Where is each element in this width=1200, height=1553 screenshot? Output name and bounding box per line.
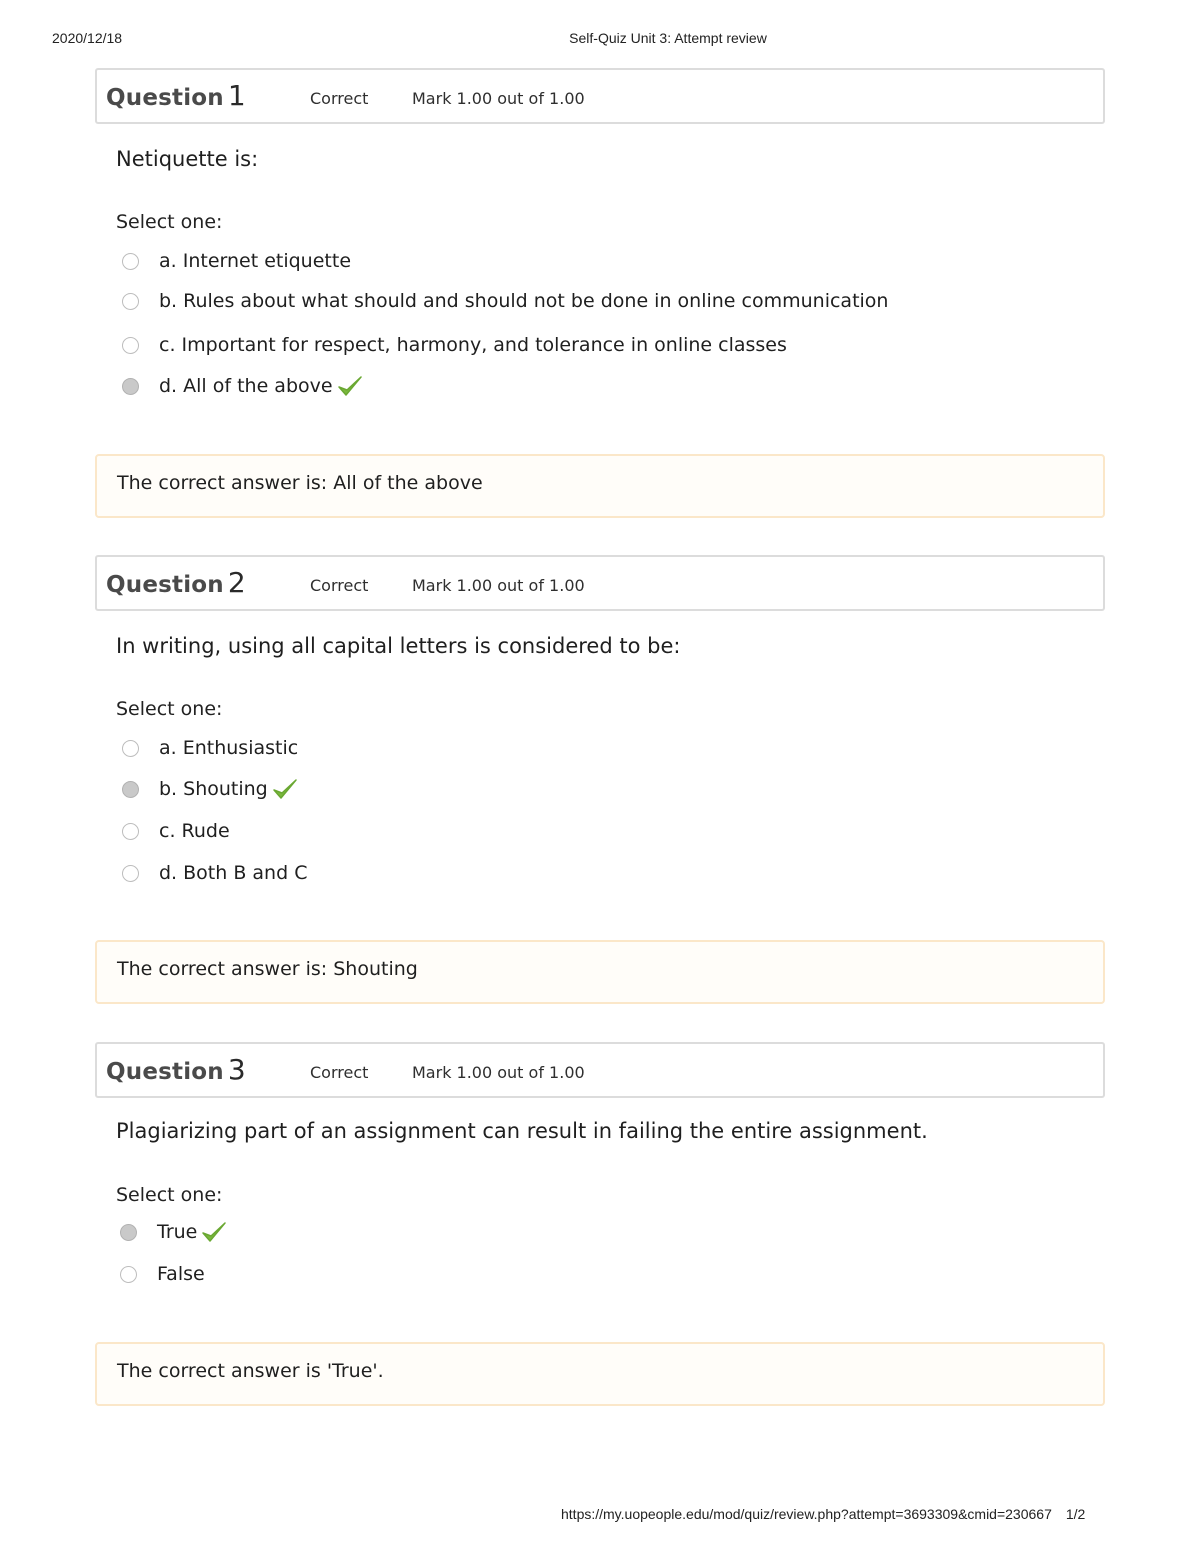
checkmark-icon [337, 373, 363, 399]
question-grade: Mark 1.00 out of 1.00 [412, 1063, 585, 1082]
question-state: Correct [310, 576, 369, 595]
radio-icon[interactable] [122, 865, 139, 882]
radio-icon[interactable] [122, 337, 139, 354]
option-2d[interactable] [122, 858, 307, 888]
select-one-prompt-3: Select one: [116, 1184, 223, 1206]
question-label: Question 1 [106, 79, 246, 112]
correct-answer-text: The correct answer is: All of the above [117, 472, 483, 494]
option-3-false[interactable] [120, 1259, 205, 1289]
option-1d[interactable] [122, 371, 363, 401]
question-label: Question 3 [106, 1053, 246, 1086]
question-number: 3 [227, 1053, 246, 1086]
option-label: b. Rules about what should and should not be done in online communication [159, 290, 889, 312]
print-title: Self-Quiz Unit 3: Attempt review [569, 30, 767, 46]
question-state: Correct [310, 89, 369, 108]
option-label: a. Internet etiquette [159, 250, 352, 272]
print-date: 2020/12/18 [52, 30, 123, 46]
print-footer [561, 1506, 1085, 1522]
question-state: Correct [310, 1063, 369, 1082]
question-info-2 [95, 555, 1105, 611]
question-number: 1 [227, 79, 246, 112]
question-grade: Mark 1.00 out of 1.00 [412, 576, 585, 595]
select-one-prompt-1: Select one: [116, 211, 223, 233]
option-label: d. Both B and C [159, 862, 308, 884]
question-info-3 [95, 1042, 1105, 1098]
radio-icon[interactable] [122, 740, 139, 757]
option-3-true[interactable] [120, 1217, 227, 1247]
radio-icon[interactable] [120, 1266, 137, 1283]
question-text-3: Plagiarizing part of an assignment can result in failing the entire assignment. [116, 1119, 928, 1143]
option-label: c. Important for respect, harmony, and tolerance in online classes [159, 334, 787, 356]
option-1b[interactable] [122, 286, 888, 316]
print-header [0, 30, 1200, 50]
feedback-box-1 [95, 454, 1105, 518]
option-label: True [157, 1221, 198, 1243]
question-text-2: In writing, using all capital letters is considered to be: [116, 634, 681, 658]
checkmark-icon [272, 776, 298, 802]
page-url: https://my.uopeople.edu/mod/quiz/review.php?attempt=3693309&cmid=230667 [561, 1506, 1052, 1522]
page-number: 1/2 [1065, 1506, 1086, 1522]
question-info-1 [95, 68, 1105, 124]
correct-answer-text: The correct answer is 'True'. [117, 1360, 384, 1382]
radio-icon[interactable] [122, 823, 139, 840]
option-label: c. Rude [159, 820, 230, 842]
feedback-box-3 [95, 1342, 1105, 1406]
option-1c[interactable] [122, 330, 787, 360]
option-2b[interactable] [122, 774, 298, 804]
question-grade: Mark 1.00 out of 1.00 [412, 89, 585, 108]
radio-icon[interactable] [122, 781, 139, 798]
option-2c[interactable] [122, 816, 230, 846]
option-label: a. Enthusiastic [159, 737, 299, 759]
radio-icon[interactable] [122, 293, 139, 310]
correct-answer-text: The correct answer is: Shouting [117, 958, 418, 980]
question-number: 2 [227, 566, 246, 599]
option-1a[interactable] [122, 246, 351, 276]
option-label: d. All of the above [159, 375, 333, 397]
radio-icon[interactable] [120, 1224, 137, 1241]
radio-icon[interactable] [122, 253, 139, 270]
radio-icon[interactable] [122, 378, 139, 395]
feedback-box-2 [95, 940, 1105, 1004]
option-label: b. Shouting [159, 778, 268, 800]
checkmark-icon [201, 1219, 227, 1245]
select-one-prompt-2: Select one: [116, 698, 223, 720]
option-2a[interactable] [122, 733, 298, 763]
option-label: False [157, 1263, 205, 1285]
question-label: Question 2 [106, 566, 246, 599]
question-text-1: Netiquette is: [116, 147, 259, 171]
